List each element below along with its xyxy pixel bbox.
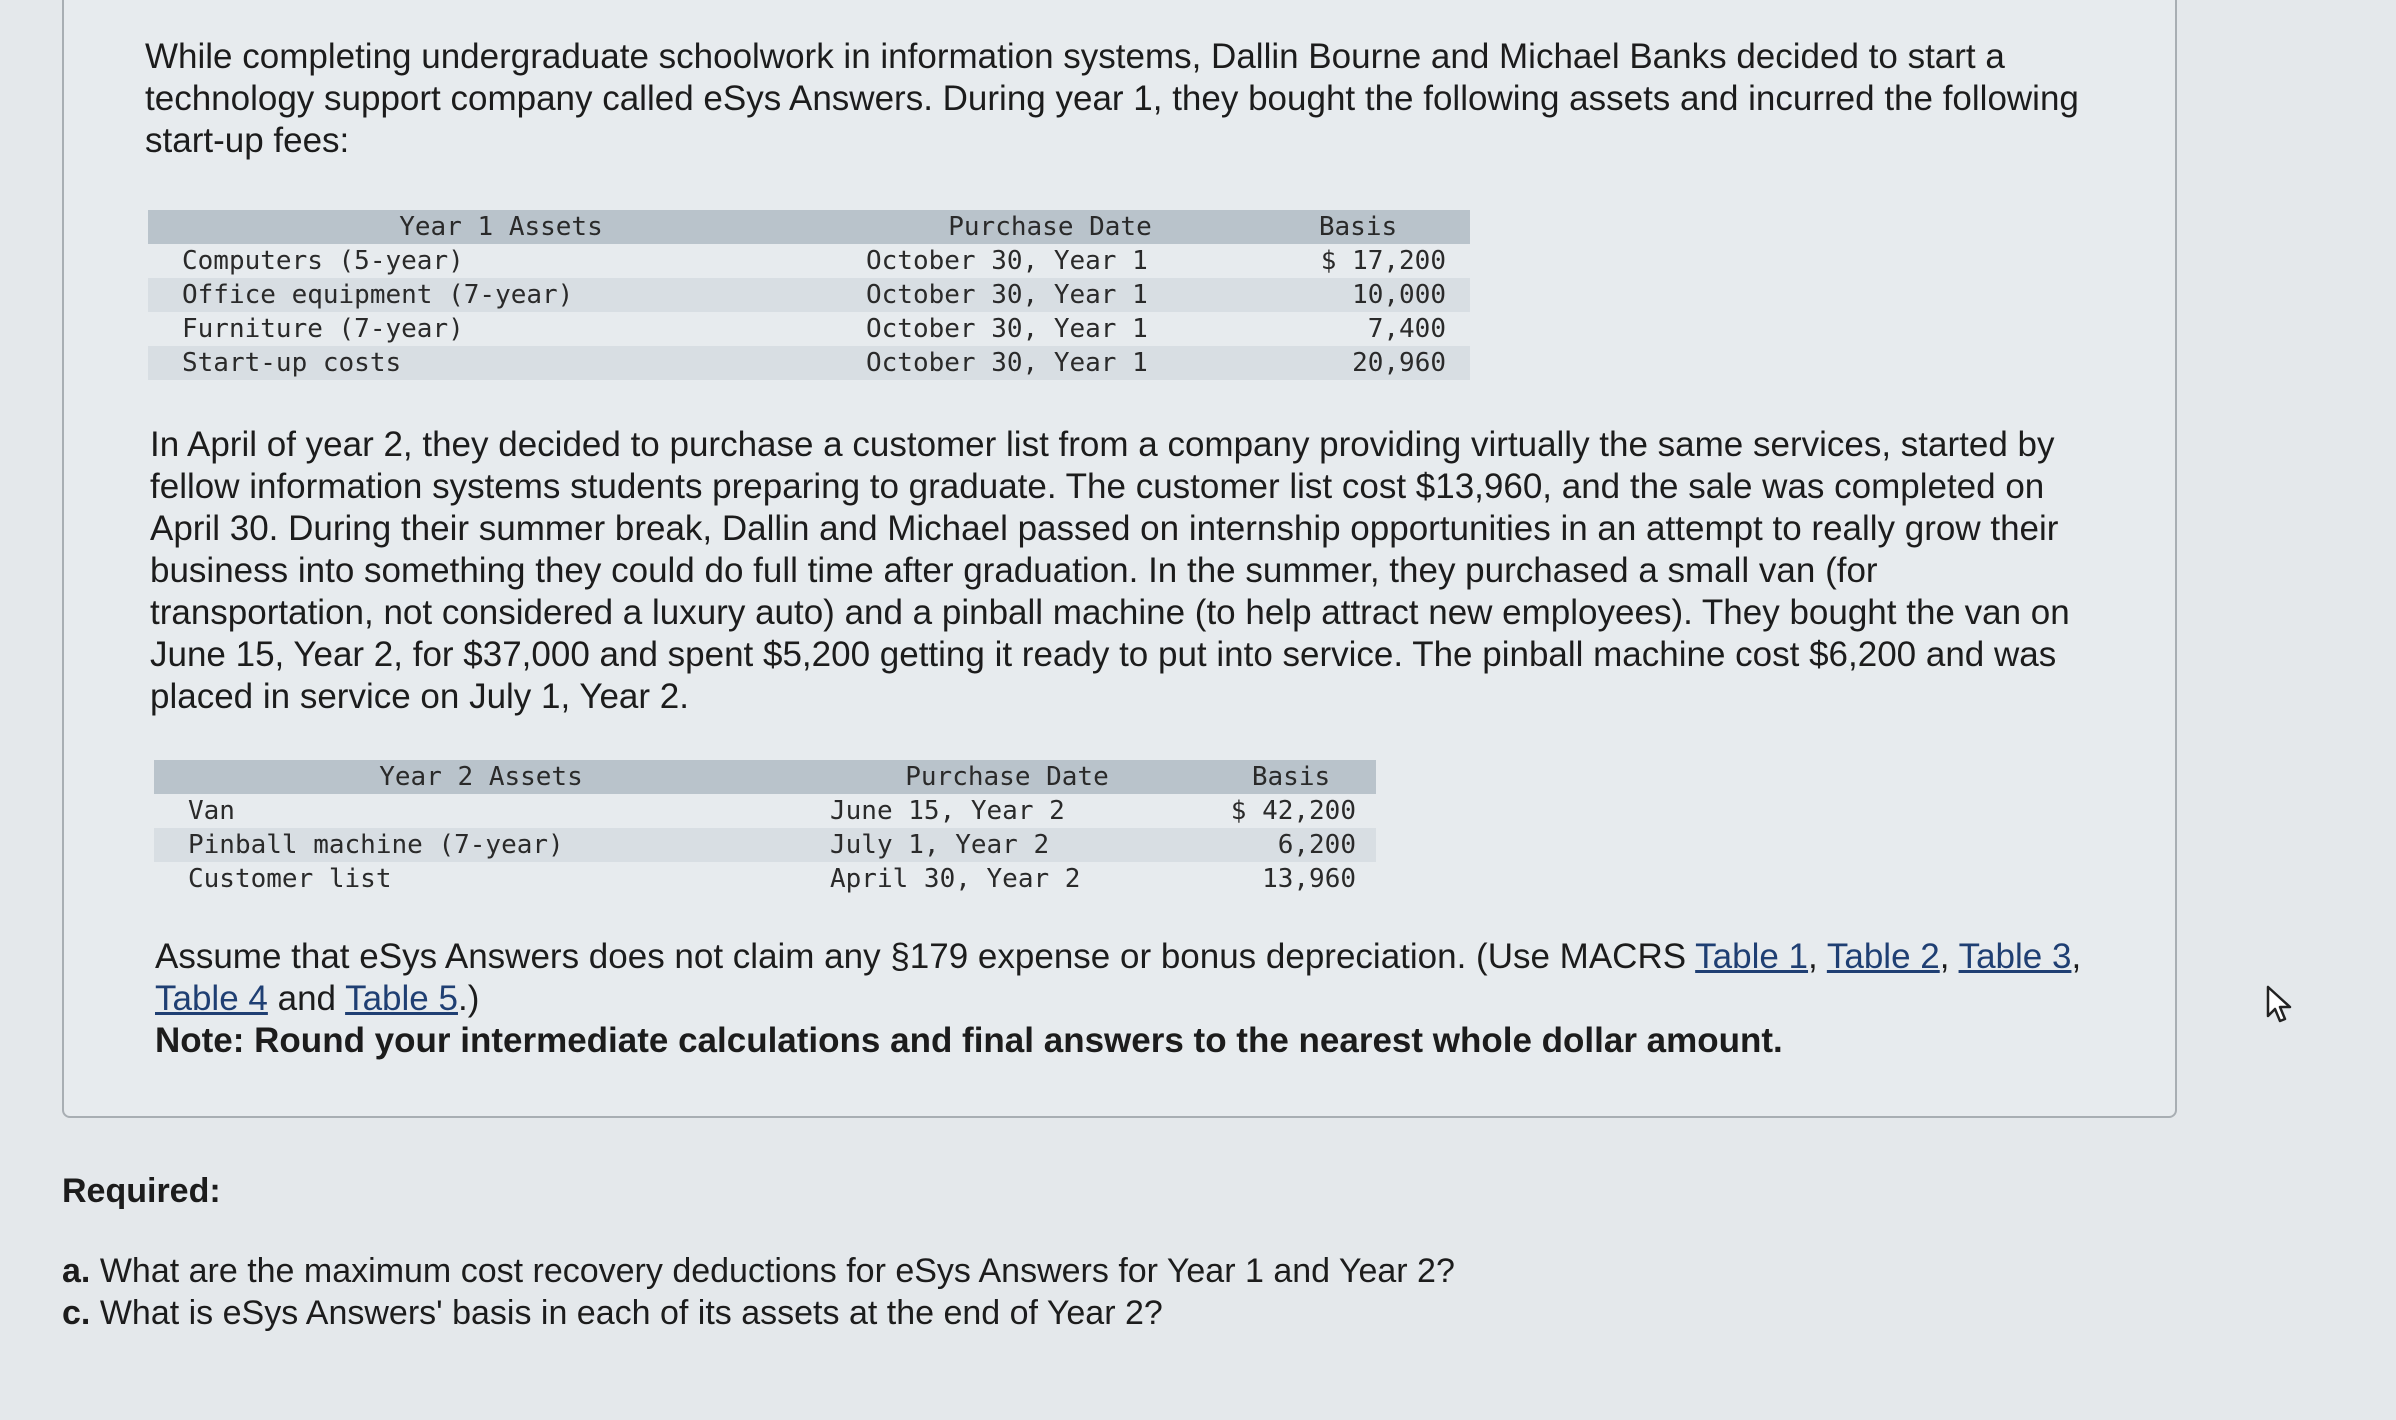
- year2-assets-table: [154, 760, 1376, 896]
- header-basis: Basis: [1206, 760, 1376, 794]
- table-header-row: [148, 210, 1470, 244]
- header-assets: Year 2 Assets: [154, 760, 808, 794]
- year1-assets-table: [148, 210, 1470, 380]
- question-label: c.: [62, 1294, 91, 1332]
- mouse-cursor-icon: [2264, 984, 2298, 1024]
- link-separator: ,: [1939, 937, 1959, 976]
- intro-paragraph: While completing undergraduate schoolwork in information systems, Dallin Bourne and Michael Banks decided to start a technology support company called eSys Answers. During year 1, they bought the following assets and incurred the following start-up fees:: [145, 37, 2079, 160]
- table-row: [148, 346, 1470, 380]
- required-heading: Required:: [62, 1172, 221, 1210]
- basis-value: 10,000: [1246, 278, 1470, 312]
- table-row: [148, 278, 1470, 312]
- asset-name: Office equipment (7-year): [148, 278, 854, 312]
- table-header-row: [154, 760, 1376, 794]
- asset-name: Computers (5-year): [182, 246, 464, 276]
- assumption-text-end: .): [457, 979, 480, 1018]
- asset-name: Furniture (7-year): [182, 314, 464, 344]
- question-text: What are the maximum cost recovery deductions for eSys Answers for Year 1 and Year 2?: [99, 1252, 1455, 1290]
- list-item: [62, 1292, 1455, 1334]
- link-separator: ,: [1808, 937, 1827, 976]
- basis-value: $ 17,200: [1320, 246, 1446, 276]
- purchase-date: June 15, Year 2: [830, 796, 1065, 826]
- macrs-table-1-link[interactable]: Table 1: [1695, 937, 1809, 976]
- asset-name: Pinball machine (7-year): [154, 828, 808, 862]
- table-row: [148, 312, 1470, 346]
- assumption-text: Assume that eSys Answers does not claim any §179 expense or bonus depreciation. (Use MACRS: [155, 937, 1696, 976]
- basis-value: 7,400: [1367, 314, 1446, 344]
- header-purchase-date: Purchase Date: [854, 210, 1246, 244]
- asset-name: Van: [188, 796, 235, 826]
- link-separator: ,: [2071, 937, 2082, 976]
- macrs-table-3-link[interactable]: Table 3: [1958, 937, 2072, 976]
- purchase-date: April 30, Year 2: [830, 864, 1081, 894]
- purchase-date: October 30, Year 1: [854, 278, 1246, 312]
- asset-name: Customer list: [188, 864, 392, 894]
- assumption-block: [155, 936, 2115, 1062]
- table-row: [154, 794, 1376, 828]
- rounding-note: Note: Round your intermediate calculations and final answers to the nearest whole dollar amount.: [155, 1021, 1783, 1060]
- and-text: and: [267, 979, 346, 1018]
- question-label: a.: [62, 1252, 91, 1290]
- year2-paragraph: In April of year 2, they decided to purchase a customer list from a company providing virtually the same services, started by fellow information systems students preparing to graduate. The customer list cost $13,960, and the sale was completed on April 30. During their summer break, Dallin and Michael passed on internship opportunities in an attempt to really grow their business into something they could do full time after graduation. In the summer, they purchased a small van (for transportation, not considered a luxury auto) and a pinball machine (to help attract new employees). They bought the van on June 15, Year 2, for $37,000 and spent $5,200 getting it ready to put into service. The pinball machine cost $6,200 and was placed in service on July 1, Year 2.: [150, 425, 2070, 716]
- purchase-date: October 30, Year 1: [866, 246, 1148, 276]
- macrs-table-4-link[interactable]: Table 4: [155, 979, 268, 1018]
- list-item: [62, 1250, 1455, 1292]
- required-questions: [62, 1250, 1455, 1334]
- header-purchase-date: Purchase Date: [808, 760, 1206, 794]
- macrs-table-5-link[interactable]: Table 5: [345, 979, 458, 1018]
- purchase-date: July 1, Year 2: [808, 828, 1206, 862]
- macrs-table-2-link[interactable]: Table 2: [1826, 937, 1940, 976]
- purchase-date: October 30, Year 1: [854, 346, 1246, 380]
- asset-name: Start-up costs: [148, 346, 854, 380]
- basis-value: $ 42,200: [1230, 796, 1356, 826]
- table-row: [154, 828, 1376, 862]
- basis-value: 6,200: [1206, 828, 1376, 862]
- basis-value: 20,960: [1246, 346, 1470, 380]
- purchase-date: October 30, Year 1: [866, 314, 1148, 344]
- header-assets: Year 1 Assets: [148, 210, 854, 244]
- header-basis: Basis: [1246, 210, 1470, 244]
- question-text: What is eSys Answers' basis in each of its assets at the end of Year 2?: [99, 1294, 1163, 1332]
- table-row: [148, 244, 1470, 278]
- basis-value: 13,960: [1262, 864, 1356, 894]
- table-row: [154, 862, 1376, 896]
